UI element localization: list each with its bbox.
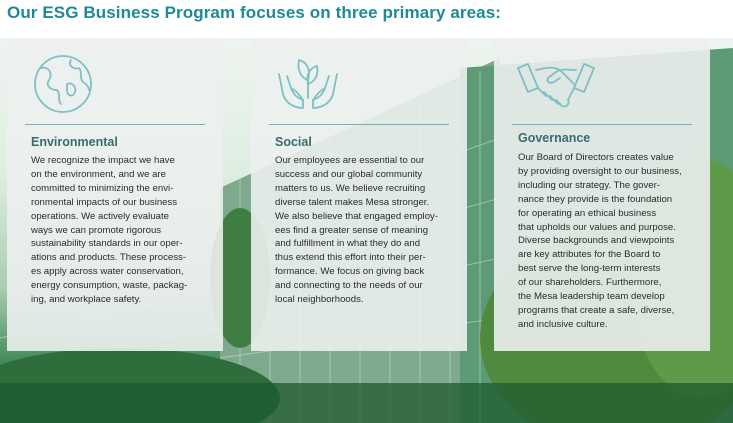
environmental-card [7, 40, 223, 351]
social-card [251, 40, 467, 351]
divider [25, 124, 205, 125]
governance-card [494, 40, 710, 351]
handshake-icon [516, 58, 596, 119]
globe-icon [31, 54, 95, 119]
hands-sprout-icon [275, 54, 341, 119]
card-body: Our Board of Directors creates value by providing oversight to our business, including our strategy. The gover- nance they provide is the foundation for operating an ethical business that upholds our values and purpose. Diverse backgrounds and viewpoints are key attributes for the Board to best serve the long-term interests of our shareholders. Furthermore, the Mesa leadership team develop programs that create a safe, diverse, and inclusive culture. [518, 152, 682, 330]
card-title: Social [275, 135, 312, 149]
divider [269, 124, 449, 125]
divider [512, 124, 692, 125]
card-body: We recognize the impact we have on the environment, and we are committed to minimizing the envi- ronmental impacts of our business operations. We actively evaluate ways we can promote rigorous sustainability standards in our oper- ations and products. These process- es apply across water conservation, energy consumption, waste, packag- ing, and workplace safety. [31, 155, 188, 306]
page-heading: Our ESG Business Program focuses on three primary areas: [7, 3, 502, 22]
card-title: Environmental [31, 135, 118, 149]
card-body: Our employees are essential to our success and our global community matters to us. We believe recruiting diverse talent makes Mesa stronger. We also believe that engaged employ- ees find a greater sense of meaning and fulfillment in what they do and thus extend this effort into their per- formance. We focus on giving back and connecting to the needs of our local neighborhoods. [275, 155, 439, 306]
card-title: Governance [518, 131, 591, 145]
